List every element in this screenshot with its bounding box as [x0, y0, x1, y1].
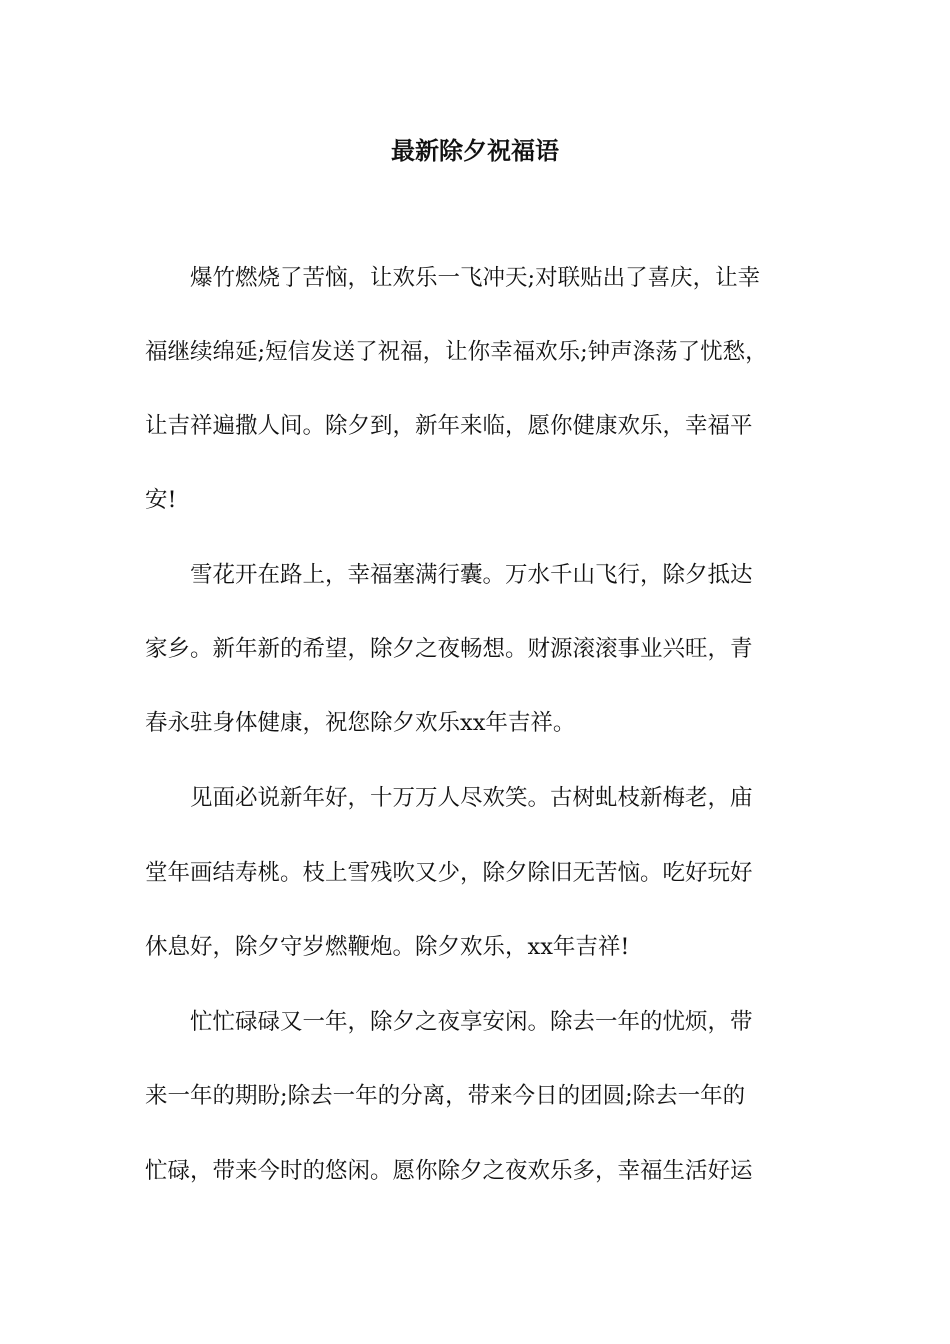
- paragraph-1-line-2: 福继续绵延;短信发送了祝福，让你幸福欢乐;钟声涤荡了忧愁，: [145, 339, 768, 365]
- paragraph-2-line-2: 家乡。新年新的希望，除夕之夜畅想。财源滚滚事业兴旺，青: [145, 636, 753, 662]
- paragraph-4-line-1: 忙忙碌碌又一年，除夕之夜享安闲。除去一年的忧烦，带: [190, 1009, 753, 1035]
- paragraph-1-line-4: 安!: [145, 487, 177, 513]
- paragraph-2-line-1: 雪花开在路上，幸福塞满行囊。万水千山飞行，除夕抵达: [190, 562, 753, 588]
- paragraph-4-line-2: 来一年的期盼;除去一年的分离，带来今日的团圆;除去一年的: [145, 1083, 746, 1109]
- paragraph-3-line-3: 休息好，除夕守岁燃鞭炮。除夕欢乐，xx年吉祥!: [145, 934, 630, 960]
- paragraph-1-line-3: 让吉祥遍撒人间。除夕到，新年来临，愿你健康欢乐，幸福平: [145, 413, 753, 439]
- paragraph-4-line-3: 忙碌，带来今时的悠闲。愿你除夕之夜欢乐多，幸福生活好运: [145, 1158, 753, 1184]
- paragraph-2-line-3: 春永驻身体健康，祝您除夕欢乐xx年吉祥。: [145, 710, 576, 736]
- paragraph-1-line-1: 爆竹燃烧了苦恼，让欢乐一飞冲天;对联贴出了喜庆，让幸: [190, 265, 761, 291]
- document-title: 最新除夕祝福语: [391, 136, 559, 165]
- paragraph-3-line-2: 堂年画结寿桃。枝上雪残吹又少，除夕除旧无苦恼。吃好玩好: [145, 860, 753, 886]
- paragraph-3-line-1: 见面必说新年好，十万万人尽欢笑。古树虬枝新梅老，庙: [190, 785, 753, 811]
